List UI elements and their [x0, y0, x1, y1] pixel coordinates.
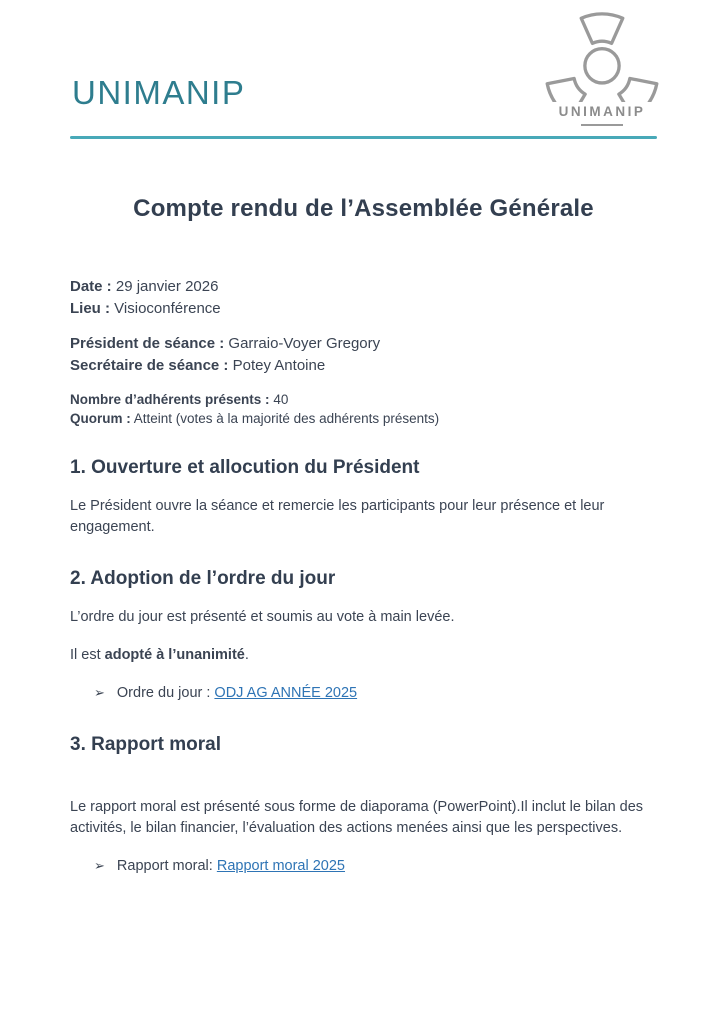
meta-date-lieu [70, 276, 657, 320]
arrow-bullet-icon: ➢ [94, 685, 105, 700]
adherents-label: Nombre d’adhérents présents : [70, 392, 270, 407]
document-header [70, 0, 657, 139]
section-1-paragraph: Le Président ouvre la séance et remercie les participants pour leur présence et leur engagement. [70, 498, 605, 535]
rapport-bullet [70, 855, 657, 877]
adopted-prefix: Il est [70, 647, 105, 663]
meta-row-date [70, 276, 657, 298]
adherents-value: 40 [273, 392, 289, 407]
quorum-value: Atteint (votes à la majorité des adhérents présents) [133, 411, 440, 426]
section-3-heading: 3. Rapport moral [70, 734, 221, 755]
odj-bullet-label: Ordre du jour : [116, 685, 215, 701]
unimanip-logo [542, 10, 662, 126]
page-title: Compte rendu de l’Assemblée Générale [133, 195, 594, 222]
fan-logo-icon [543, 10, 661, 102]
meta-row-quorum [70, 409, 657, 428]
section-2-paragraph-2 [70, 645, 657, 666]
adopted-suffix: . [244, 647, 249, 663]
odj-bullet [70, 682, 657, 704]
meta-attendance [70, 390, 657, 428]
date-value: 29 janvier 2026 [115, 278, 219, 295]
meta-row-president [70, 333, 657, 355]
adopted-bold: adopté à l’unanimité [104, 647, 245, 663]
secretaire-value: Potey Antoine [232, 357, 326, 374]
president-label: Président de séance : [70, 335, 225, 352]
section-2-paragraph-1: L’ordre du jour est présenté et soumis au vote à main levée. [70, 609, 455, 625]
date-label: Date : [70, 278, 112, 295]
meta-row-lieu [70, 298, 657, 320]
odj-link[interactable]: ODJ AG ANNÉE 2025 [214, 685, 358, 701]
section-2-heading: 2. Adoption de l’ordre du jour [70, 568, 336, 589]
meta-officials [70, 333, 657, 377]
unimanip-wordmark: UNIMANIP [72, 74, 246, 111]
lieu-value: Visioconférence [114, 300, 221, 317]
section-1-heading: 1. Ouverture et allocution du Président [70, 457, 420, 478]
section-3-paragraph: Le rapport moral est présenté sous forme de diaporama (PowerPoint).Il inclut le bilan des activités, le bilan financier, l’évaluation des actions menées ainsi que les perspectives. [70, 799, 644, 836]
secretaire-label: Secrétaire de séance : [70, 357, 229, 374]
meta-row-adherents [70, 390, 657, 409]
header-divider [70, 136, 657, 139]
president-value: Garraio-Voyer Gregory [228, 335, 381, 352]
lieu-label: Lieu : [70, 300, 110, 317]
meta-row-secretaire [70, 355, 657, 377]
rapport-moral-link[interactable]: Rapport moral 2025 [216, 858, 346, 874]
rapport-bullet-label: Rapport moral: [116, 858, 217, 874]
logo-underline [581, 124, 623, 126]
arrow-bullet-icon: ➢ [94, 858, 105, 873]
quorum-label: Quorum : [70, 411, 131, 426]
logo-caption: UNIMANIP [558, 104, 646, 119]
